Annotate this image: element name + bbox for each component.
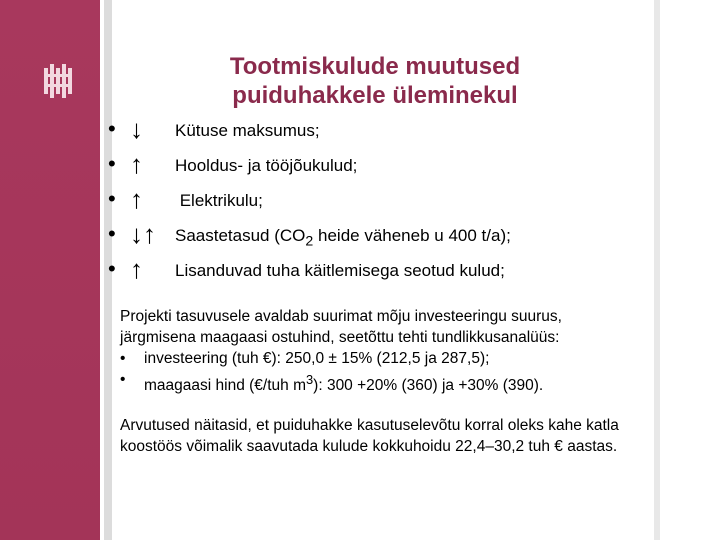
- spacer: [120, 396, 640, 415]
- list-item-text: Elektrikulu;: [175, 191, 263, 210]
- sub-list-item: [120, 369, 640, 396]
- list-item: [108, 219, 668, 254]
- arrow-up-icon: ↑: [130, 184, 143, 214]
- text-part: Saastetasud (CO: [175, 226, 306, 245]
- list-item-text: Lisanduvad tuha käitlemisega seotud kulud;: [175, 261, 505, 280]
- sub-list-item-text: [144, 372, 544, 395]
- paragraph: Arvutused näitasid, et puiduhakke kasutuselevõtu korral oleks kahe katla koostöös võimalik saavutada kulude kokkuhoidu 22,4–30,2 tuh € aastas.: [120, 417, 619, 456]
- bullet-marker: •: [120, 350, 126, 367]
- subscript: 2: [305, 233, 314, 250]
- title-line-2: puiduhakkele üleminekul: [232, 82, 518, 109]
- paragraph: Projekti tasuvusele avaldab suurimat mõju investeeringu suurus, järgmisena maagaasi ostuhind, seetõttu tehti tundlikkusanalüüs:: [120, 308, 562, 346]
- text-part: ): 300 +20% (360) ja +30% (390).: [313, 377, 544, 395]
- bullet-marker: •: [108, 256, 116, 281]
- bullet-marker: •: [108, 116, 116, 141]
- list-item: [108, 149, 668, 184]
- bullet-marker: •: [108, 151, 116, 176]
- list-item-text: Hooldus- ja tööjõukulud;: [175, 156, 358, 175]
- list-item: [108, 254, 668, 289]
- left-sidebar: [0, 0, 100, 540]
- slide-title: [160, 52, 590, 110]
- list-item: [108, 114, 668, 149]
- analysis-text: [120, 306, 640, 457]
- list-item-text: [175, 226, 511, 249]
- sub-list-item-text: investeering (tuh €): 250,0 ± 15% (212,5 ja 287,5);: [144, 350, 490, 367]
- list-item: [108, 184, 668, 219]
- title-line-1: Tootmiskulude muutused: [229, 53, 521, 80]
- bullet-marker: •: [108, 221, 116, 246]
- text-part: maagaasi hind (€/tuh m: [144, 377, 306, 395]
- list-item-text: Kütuse maksumus;: [175, 121, 320, 140]
- arrow-up-icon: ↑: [130, 254, 143, 284]
- arrow-down-up-icon: ↓↑: [130, 219, 156, 249]
- sub-list-item: [120, 348, 640, 369]
- arrow-down-icon: ↓: [130, 114, 143, 144]
- tartu-university-logo-icon: [44, 64, 72, 98]
- arrow-up-icon: ↑: [130, 149, 143, 179]
- bullet-marker: •: [108, 186, 116, 211]
- superscript: 3: [305, 372, 314, 387]
- bullet-marker: •: [120, 371, 126, 388]
- cost-change-list: [108, 114, 668, 289]
- text-part: heide väheneb u 400 t/a);: [313, 226, 511, 245]
